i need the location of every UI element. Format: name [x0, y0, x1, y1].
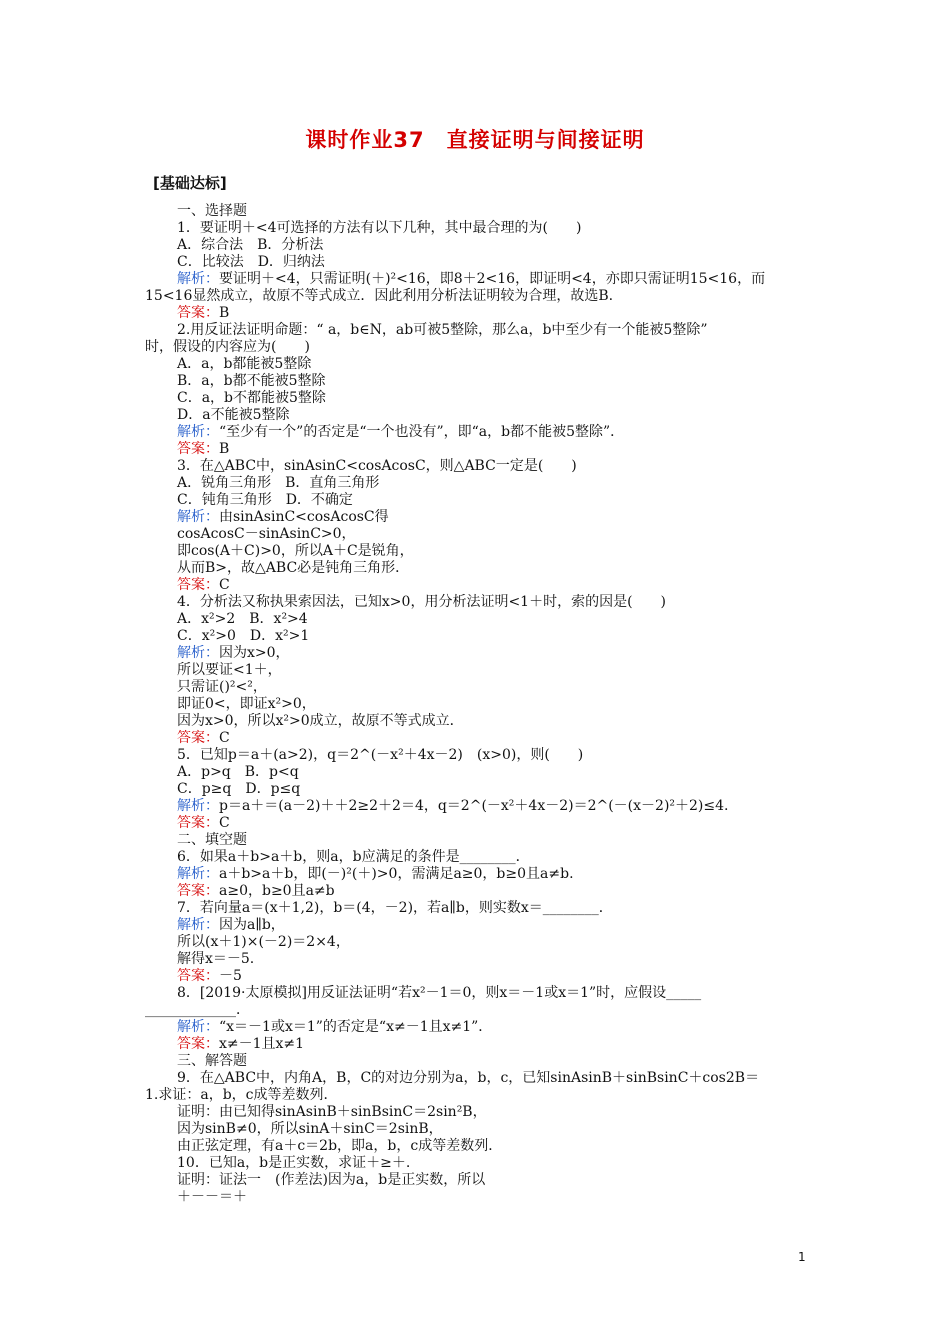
text-line	[145, 713, 810, 730]
line-text: 一、选择题	[177, 203, 247, 219]
text-line	[145, 509, 810, 526]
text-line	[145, 390, 810, 407]
line-text: C	[219, 577, 230, 593]
line-text: B	[219, 441, 230, 457]
text-line	[145, 305, 810, 322]
line-text: 因为x>0，所以x²>0成立，故原不等式成立．	[177, 713, 464, 729]
text-line	[145, 1087, 810, 1104]
line-text: C．p≥q D．p≤q	[177, 781, 301, 797]
text-line	[145, 832, 810, 849]
line-text: x≠－1且x≠1	[219, 1036, 305, 1052]
answer-label: 答案：	[177, 815, 219, 831]
text-line	[145, 764, 810, 781]
text-line	[145, 900, 810, 917]
line-text: 15<16显然成立，故原不等式成立．因此利用分析法证明较为合理，故选B.	[145, 288, 614, 304]
line-text: 三、解答题	[177, 1053, 247, 1069]
line-text: 由sinAsinC<cosAcosC得	[219, 509, 389, 525]
line-text: 证明：证法一 (作差法)因为a，b是正实数，所以	[177, 1172, 486, 1188]
line-text: 时，假设的内容应为( )	[145, 339, 310, 355]
line-text: 因为x>0，	[219, 645, 290, 661]
text-line	[145, 679, 810, 696]
line-text: a＋b>a＋b，即(－)²(＋)>0，需满足a≥0，b≥0且a≠b.	[219, 866, 574, 882]
line-text: 证明：由已知得sinAsinB＋sinBsinC＝2sin²B，	[177, 1104, 487, 1120]
text-line	[145, 356, 810, 373]
line-text: a≥0，b≥0且a≠b	[219, 883, 335, 899]
line-text: 4．分析法又称执果索因法，已知x>0，用分析法证明<1＋时，索的因是( )	[177, 594, 667, 610]
answer-label: 答案：	[177, 730, 219, 746]
analysis-label: 解析：	[177, 271, 219, 287]
text-line	[145, 203, 810, 220]
answer-label: 答案：	[177, 441, 219, 457]
text-line	[145, 917, 810, 934]
analysis-label: 解析：	[177, 798, 219, 814]
text-line	[145, 441, 810, 458]
text-line	[145, 883, 810, 900]
text-line	[145, 492, 810, 509]
line-text: A．综合法 B．分析法	[177, 237, 324, 253]
text-line	[145, 1189, 810, 1206]
text-line	[145, 628, 810, 645]
text-line	[145, 968, 810, 985]
line-text: A．x²>2 B．x²>4	[177, 611, 308, 627]
text-line	[145, 373, 810, 390]
line-text: C．x²>0 D．x²>1	[177, 628, 310, 644]
line-text: 1．要证明＋<4可选择的方法有以下几种，其中最合理的为( )	[177, 220, 582, 236]
line-text: B	[219, 305, 230, 321]
page-title: 课时作业37 直接证明与间接证明	[305, 128, 645, 152]
answer-label: 答案：	[177, 305, 219, 321]
line-text: 要证明＋<4，只需证明(＋)²<16，即8＋2<16，即证明<4，亦即只需证明15<16，而	[219, 271, 766, 287]
line-text: 3．在△ABC中，sinAsinC<cosAcosC，则△ABC一定是( )	[177, 458, 577, 474]
line-text: 解得x＝－5.	[177, 951, 255, 967]
text-line	[145, 611, 810, 628]
line-text: _____________．	[145, 1002, 250, 1018]
text-line	[145, 526, 810, 543]
text-line	[145, 985, 810, 1002]
line-text: C．比较法 D．归纳法	[177, 254, 325, 270]
text-line	[145, 1002, 810, 1019]
line-text: 即证0<，即证x²>0，	[177, 696, 316, 712]
text-line	[145, 424, 810, 441]
line-text: C．钝角三角形 D．不确定	[177, 492, 353, 508]
text-line	[145, 1138, 810, 1155]
analysis-label: 解析：	[177, 1019, 219, 1035]
line-text: D．a不能被5整除	[177, 407, 290, 423]
text-line	[145, 560, 810, 577]
line-text: －5	[219, 968, 242, 984]
text-line	[145, 594, 810, 611]
line-text: A．锐角三角形 B．直角三角形	[177, 475, 380, 491]
text-line	[145, 1172, 810, 1189]
text-line	[145, 849, 810, 866]
line-text: 二、填空题	[177, 832, 247, 848]
line-text: 所以(x＋1)×(－2)＝2×4，	[177, 934, 350, 950]
line-text: 即cos(A＋C)>0，所以A＋C是锐角，	[177, 543, 414, 559]
text-line	[145, 866, 810, 883]
text-line	[145, 220, 810, 237]
text-line	[145, 1104, 810, 1121]
line-text: B．a，b都不能被5整除	[177, 373, 326, 389]
text-line	[145, 271, 810, 288]
text-line	[145, 475, 810, 492]
text-line	[145, 458, 810, 475]
line-text: 5．已知p＝a＋(a>2)，q＝2^(－x²＋4x－2) (x>0)，则( )	[177, 747, 584, 763]
text-line	[145, 951, 810, 968]
line-text: 2.用反证法证明命题：“ a，b∈N，ab可被5整除，那么a，b中至少有一个能被5整除”	[177, 322, 708, 338]
answer-label: 答案：	[177, 968, 219, 984]
text-line	[145, 1121, 810, 1138]
analysis-label: 解析：	[177, 866, 219, 882]
analysis-label: 解析：	[177, 645, 219, 661]
analysis-label: 解析：	[177, 424, 219, 440]
line-text: 从而B>，故△ABC必是钝角三角形．	[177, 560, 410, 576]
text-line	[145, 645, 810, 662]
worksheet-body	[145, 203, 810, 1206]
text-line	[145, 543, 810, 560]
answer-label: 答案：	[177, 883, 219, 899]
text-line	[145, 1036, 810, 1053]
text-line	[145, 339, 810, 356]
text-line	[145, 237, 810, 254]
line-text: p＝a＋＝(a－2)＋＋2≥2＋2＝4，q＝2^(－x²＋4x－2)＝2^(－(x－2)²＋2)≤4.	[219, 798, 729, 814]
text-line	[145, 747, 810, 764]
line-text: 6．如果a＋b>a＋b，则a，b应满足的条件是________．	[177, 849, 530, 865]
line-text: 10．已知a，b是正实数，求证＋≥＋.	[177, 1155, 411, 1171]
line-text: 7．若向量a＝(x＋1,2)，b＝(4，－2)，若a∥b，则实数x＝________．	[177, 900, 613, 916]
line-text: 因为a∥b，	[219, 917, 285, 933]
answer-label: 答案：	[177, 577, 219, 593]
text-line	[145, 815, 810, 832]
line-text: 8．[2019·太原模拟]用反证法证明“若x²－1＝0，则x＝－1或x＝1”时，应假设_____	[177, 985, 702, 1001]
text-line	[145, 696, 810, 713]
text-line	[145, 1070, 810, 1087]
line-text: A．a，b都能被5整除	[177, 356, 312, 372]
answer-label: 答案：	[177, 1036, 219, 1052]
line-text: 9．在△ABC中，内角A，B，C的对边分别为a，b，c，已知sinAsinB＋sinBsinC＋cos2B＝	[177, 1070, 760, 1086]
text-line	[145, 288, 810, 305]
line-text: C	[219, 730, 230, 746]
line-text: C．a，b不都能被5整除	[177, 390, 326, 406]
line-text: “x＝－1或x＝1”的否定是“x≠－1且x≠1”．	[219, 1019, 493, 1035]
line-text: ＋－－＝＋	[177, 1189, 247, 1205]
section-heading: [基础达标]	[153, 174, 227, 192]
text-line	[145, 798, 810, 815]
analysis-label: 解析：	[177, 917, 219, 933]
text-line	[145, 322, 810, 339]
line-text: A．p>q B．p<q	[177, 764, 299, 780]
line-text: 只需证()²<²，	[177, 679, 267, 695]
analysis-label: 解析：	[177, 509, 219, 525]
text-line	[145, 1155, 810, 1172]
text-line	[145, 781, 810, 798]
text-line	[145, 254, 810, 271]
text-line	[145, 407, 810, 424]
line-text: “至少有一个”的否定是“一个也没有”，即“a，b都不能被5整除”．	[219, 424, 625, 440]
line-text: 因为sinB≠0，所以sinA＋sinC＝2sinB，	[177, 1121, 443, 1137]
line-text: 1.求证：a，b，c成等差数列．	[145, 1087, 338, 1103]
text-line	[145, 1053, 810, 1070]
line-text: 由正弦定理，有a＋c＝2b，即a，b，c成等差数列．	[177, 1138, 503, 1154]
text-line	[145, 662, 810, 679]
text-line	[145, 934, 810, 951]
line-text: 所以要证<1＋，	[177, 662, 282, 678]
text-line	[145, 730, 810, 747]
text-line	[145, 577, 810, 594]
text-line	[145, 1019, 810, 1036]
line-text: C	[219, 815, 230, 831]
page-number: 1	[798, 1250, 806, 1264]
line-text: cosAcosC－sinAsinC>0，	[177, 526, 356, 542]
